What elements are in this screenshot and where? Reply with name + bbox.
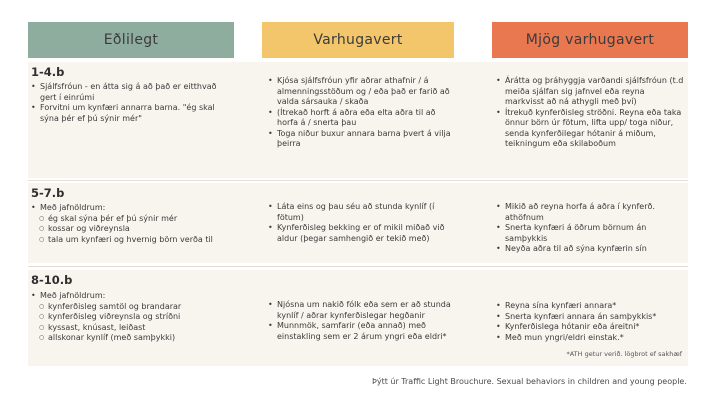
list-item: • Snerta kynfæri annara án samþykkis*	[496, 312, 686, 323]
very-concerning-column	[496, 76, 686, 150]
list-item: • (Ítrekað horft á aðra eða elta aðra til að horfa á / snerta þau	[268, 108, 454, 129]
list-item: • Mikið að reyna horfa á aðra í kynferð. athöfnum	[496, 202, 686, 223]
list-item: • Reyna sína kynfæri annara*	[496, 301, 686, 312]
header-very-concerning: Mjög varhugavert	[492, 22, 688, 58]
list-item: • Munnmök, samfarir (eða annað) með einstakling sem er 2 árum yngri eða eldri*	[268, 321, 454, 342]
list-item: • Toga niður buxur annara barna þvert á vilja þeirra	[268, 129, 454, 150]
very-concerning-column	[496, 301, 686, 343]
list-item: • Árátta og þráhyggja varðandi sjálfsfróun (t.d meiða sjálfan sig jafnvel eða reyna markvisst að ná athygli með því)	[496, 76, 686, 108]
sub-list-item: ○ kynferðisleg viðreynsla og stríðni	[39, 312, 226, 323]
list-item: • Sjálfsfróun - en átta sig á að það er eitthvað gert í einrúmi	[31, 82, 226, 103]
list-item: • Með jafnöldrum:	[31, 203, 226, 214]
concerning-column	[268, 76, 454, 150]
list-item: • Neyða aðra til að sýna kynfærin sín	[496, 244, 686, 255]
list-item: • Kjósa sjálfsfróun yfir aðrar athafnir / á almenningsstöðum og / eða það er farið að valda sársauka / skaða	[268, 76, 454, 108]
legal-note: *ATH getur verið. lögbrot ef sakhæf	[566, 350, 682, 358]
sub-list-item: ○ ég skal sýna þér ef þú sýnir mér	[39, 214, 226, 225]
sub-list-item: ○ allskonar kynlíf (með samþykki)	[39, 333, 226, 344]
row-grade-8-10	[28, 270, 688, 366]
list-item: • Forvitni um kynfæri annarra barna. "ég skal sýna þér ef þú sýnir mér"	[31, 103, 226, 124]
source-footer: Þýtt úr Traffic Light Brouchure. Sexual behaviors in children and young people.	[372, 377, 687, 386]
list-item: • Njósna um nakið fólk eða sem er að stunda kynlíf / aðrar kynferðislegar hegðanir	[268, 300, 454, 321]
list-item: • Með jafnöldrum:	[31, 291, 226, 302]
concerning-column	[268, 300, 454, 342]
list-item: • Kynferðislega hótanir eða áreitni*	[496, 322, 686, 333]
header-normal: Eðlilegt	[28, 22, 234, 58]
list-item: • Snerta kynfæri á öðrum börnum án samþykkis	[496, 223, 686, 244]
divider	[28, 180, 688, 181]
grade-label: 5-7.b	[31, 186, 65, 200]
divider	[28, 266, 688, 267]
grade-label: 8-10.b	[31, 273, 73, 287]
normal-column	[31, 203, 226, 245]
very-concerning-column	[496, 202, 686, 255]
row-grade-1-4	[28, 62, 688, 178]
sub-list-item: ○ kyssast, knúsast, leiðast	[39, 323, 226, 334]
sub-list-item: ○ kynferðisleg samtöl og brandarar	[39, 302, 226, 313]
list-item: • Láta eins og þau séu að stunda kynlíf (í fötum)	[268, 202, 454, 223]
sub-list-item: ○ tala um kynfæri og hvernig börn verða til	[39, 235, 226, 246]
list-item: • Með mun yngri/eldri einstak.*	[496, 333, 686, 344]
normal-column	[31, 82, 226, 124]
grade-label: 1-4.b	[31, 65, 65, 79]
concerning-column	[268, 202, 454, 244]
sub-list-item: ○ kossar og viðreynsla	[39, 224, 226, 235]
normal-column	[31, 291, 226, 344]
list-item: • Ítrekuð kynferðisleg ströðni. Reyna eða taka önnur börn úr fötum, lifta upp/ toga niður, senda kynferðilegar hótanir á miðum, teikningum eða skilaboðum	[496, 108, 686, 150]
row-grade-5-7	[28, 183, 688, 263]
list-item: • Kynferðisleg bekking er of mikil miðað við aldur (þegar samhengið er tekið með)	[268, 223, 454, 244]
header-concerning: Varhugavert	[262, 22, 454, 58]
